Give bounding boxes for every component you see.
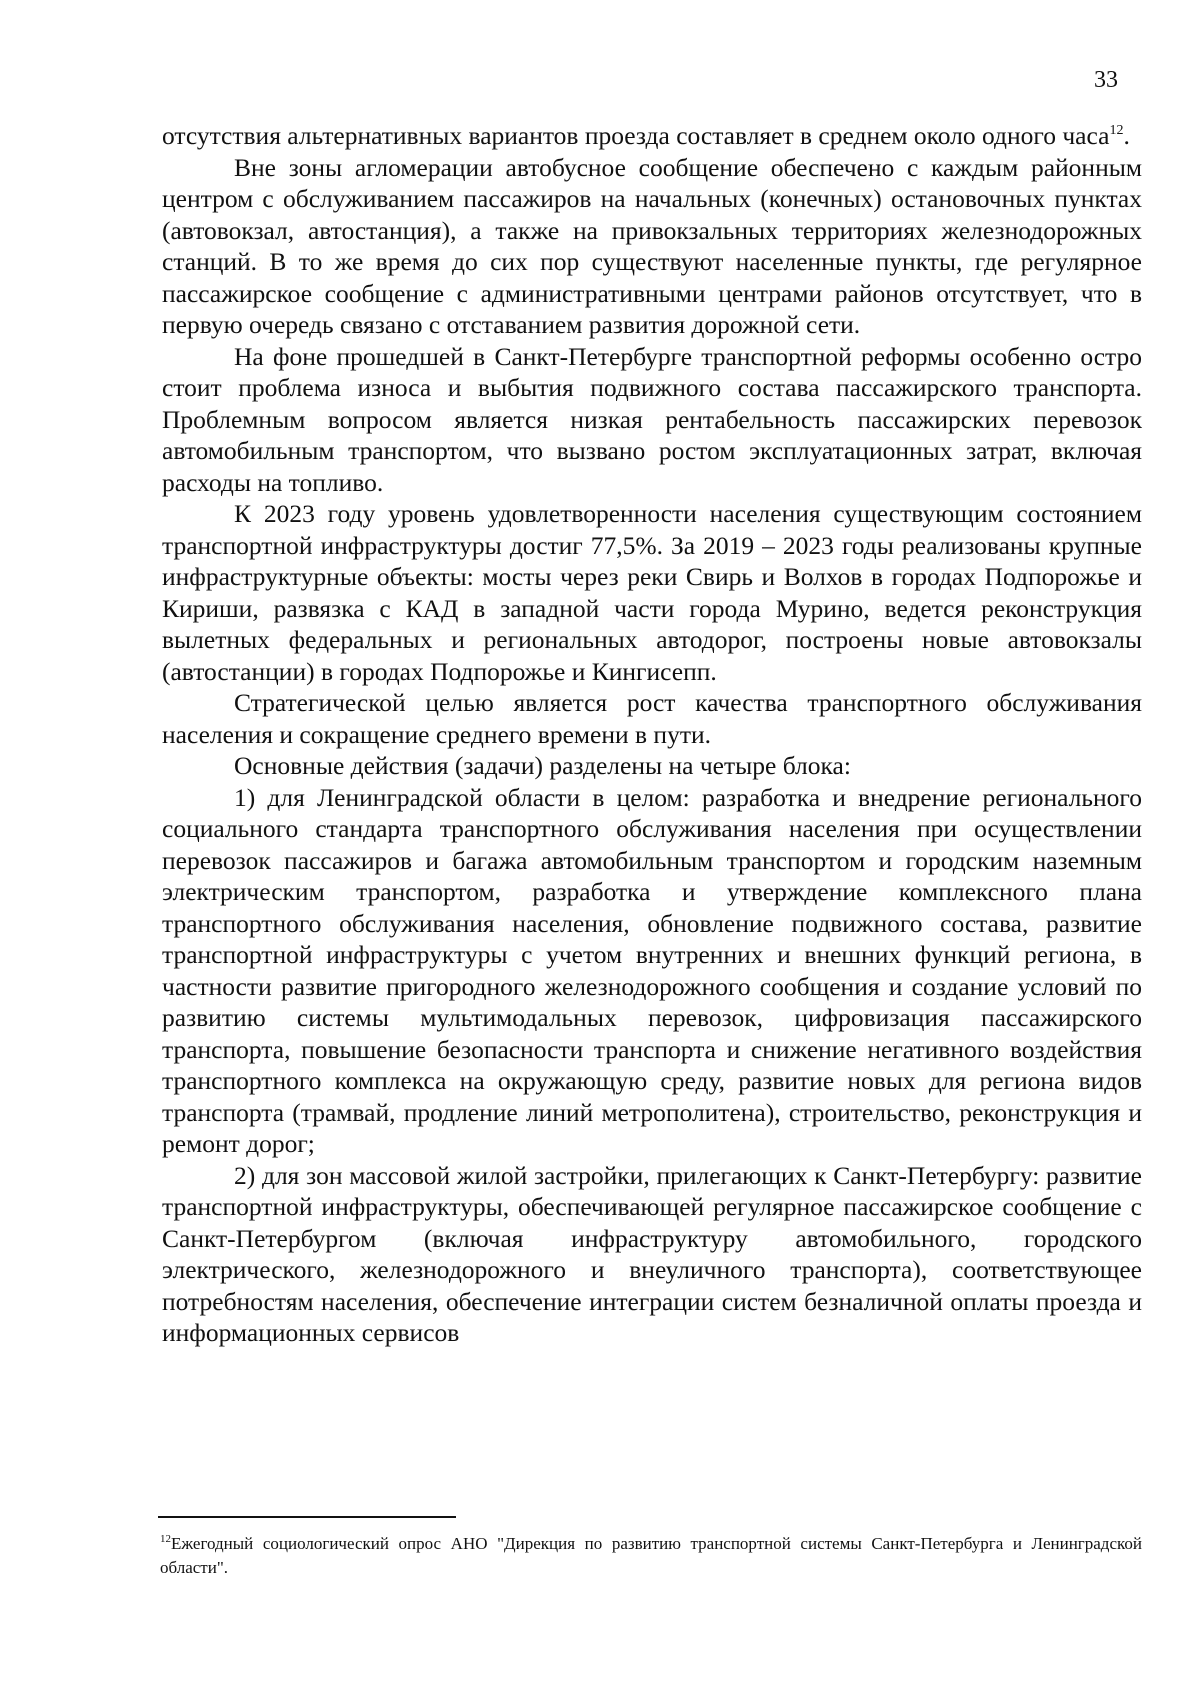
paragraph-1-text: отсутствия альтернативных вариантов проезда составляет в среднем около одного часа [162,121,1110,150]
footnote-reference: 12 [1109,123,1124,138]
paragraph-5: Стратегической целью является рост качества транспортного обслуживания населения и сокращение среднего времени в пути. [162,688,1142,749]
footnote-text: Ежегодный социологический опрос АНО "Дирекция по развитию транспортной системы Санкт-Петербурга и Ленинградской области". [160,1534,1142,1577]
paragraph-6: Основные действия (задачи) разделены на четыре блока: [234,751,851,780]
paragraph-2: Вне зоны агломерации автобусное сообщение обеспечено с каждым районным центром с обслуживанием пассажиров на начальных (конечных) остановочных пунктах (автовокзал, автостанция), а также на привокзальных территориях железнодорожных станций. В то же время до сих пор существуют населенные пункты, где регулярное пассажирское сообщение с административными центрами районов отсутствует, что в первую очередь связано с отставанием развития дорожной сети. [162,152,1142,339]
body-text [162,120,1142,1349]
footnote-marker: 12 [160,1533,171,1545]
footnote-divider [158,1516,456,1518]
paragraph-7: 1) для Ленинградской области в целом: разработка и внедрение регионального социального стандарта транспортного обслуживания населения при осуществлении перевозок пассажиров и багажа автомобильным транспортом и городским наземным электрическим транспортом, разработка и утверждение комплексного плана транспортного обслуживания населения, обновление подвижного состава, развитие транспортной инфраструктуры с учетом внутренних и внешних функций региона, в частности развитие пригородного железнодорожного сообщения и создание условий по развитию системы мультимодальных перевозок, цифровизация пассажирского транспорта, повышение безопасности транспорта и снижение негативного воздействия транспортного комплекса на окружающую среду, развитие новых для региона видов транспорта (трамвай, продление линий метрополитена), строительство, реконструкция и ремонт дорог; [162,782,1142,1158]
footnote [160,1532,1142,1580]
paragraph-8: 2) для зон массовой жилой застройки, прилегающих к Санкт-Петербургу: развитие транспортной инфраструктуры, обеспечивающей регулярное пассажирское сообщение с Санкт-Петербургом (включая инфраструктуру автомобильного, городского электрического, железнодорожного и внеуличного транспорта), соответствующее потребностям населения, обеспечение интеграции систем безналичной оплаты проезда и информационных сервисов [162,1160,1142,1347]
paragraph-3: На фоне прошедшей в Санкт-Петербурге транспортной реформы особенно остро стоит проблема износа и выбытия подвижного состава пассажирского транспорта. Проблемным вопросом является низкая рентабельность пассажирских перевозок автомобильным транспортом, что вызвано ростом эксплуатационных затрат, включая расходы на топливо. [162,341,1142,497]
paragraph-4: К 2023 году уровень удовлетворенности населения существующим состоянием транспортной инфраструктуры достиг 77,5%. За 2019 – 2023 годы реализованы крупные инфраструктурные объекты: мосты через реки Свирь и Волхов в городах Подпорожье и Кириши, развязка с КАД в западной части города Мурино, ведется реконструкция вылетных федеральных и региональных автодорог, построены новые автовокзалы (автостанции) в городах Подпорожье и Кингисепп. [162,499,1142,686]
page-number: 33 [1094,67,1118,93]
paragraph-1-tail: . [1123,121,1130,150]
paragraph-1 [162,120,1142,152]
